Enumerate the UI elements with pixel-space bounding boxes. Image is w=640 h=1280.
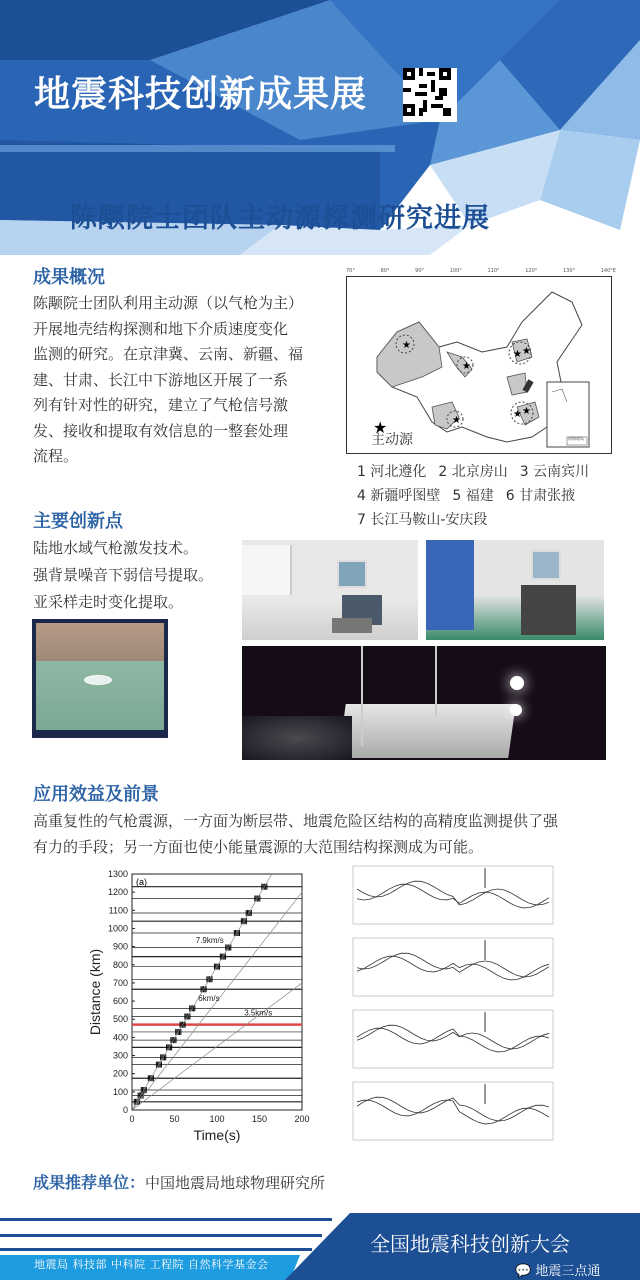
y-tick-label: 500: [112, 1014, 128, 1025]
y-tick-label: 900: [112, 941, 128, 952]
x-tick-label: 150: [251, 1114, 268, 1124]
source-star-icon: ★: [402, 340, 411, 351]
exhibition-title: 地震科技创新成果展: [34, 74, 368, 115]
innovation-item: 亚采样走时变化提取。: [33, 593, 184, 611]
y-tick-label: 1300: [107, 869, 128, 879]
application-line: 高重复性的气枪震源，一方面为断层带、地震危险区结构的高精度监测提供了强: [33, 812, 559, 830]
y-tick-label: 800: [112, 959, 128, 970]
velocity-label: 7.9km/s: [195, 935, 224, 945]
velocity-label: 6km/s: [198, 994, 220, 1004]
recommend-value: 中国地震局地球物理研究所: [145, 1174, 326, 1192]
lon-tick: 130°: [562, 268, 576, 274]
source-star-icon: ★: [513, 409, 522, 420]
application-text: [33, 808, 633, 860]
application-heading: 应用效益及前景: [33, 784, 159, 805]
y-tick-label: 300: [112, 1050, 128, 1061]
x-tick-label: 50: [169, 1114, 180, 1124]
poster-subtitle: 陈颙院士团队主动源探测研究进展: [70, 203, 490, 234]
lon-tick: 70°: [346, 268, 355, 274]
china-map: [346, 276, 612, 454]
site-4: 4 新疆呼图壁: [357, 488, 441, 504]
lon-tick: 90°: [415, 268, 425, 274]
lon-tick: 100°: [449, 268, 462, 274]
record-section-chart: [80, 862, 320, 1162]
site-6: 6 甘肃张掖: [505, 488, 576, 504]
overview-line: 发、接收和提取有效信息的一整套处理: [33, 421, 289, 440]
velocity-label: 3.5km/s: [244, 1008, 273, 1018]
water-airgun-photo: [32, 619, 168, 738]
conference-title: 全国地震科技创新大会: [370, 1232, 570, 1256]
plot-frame: [132, 874, 302, 1110]
lon-tick: 110°: [487, 268, 500, 274]
control-room-photo: [242, 540, 418, 640]
watermark-text: 地震三点通: [535, 1264, 601, 1279]
site-legend: [357, 460, 601, 532]
innovation-item: 强背景噪音下弱信号提取。: [33, 566, 214, 584]
overview-line: 流程。: [33, 447, 79, 465]
y-axis-label: Distance (km): [87, 948, 103, 1036]
source-star-icon: ★: [522, 406, 531, 417]
y-tick-label: 400: [112, 1032, 128, 1043]
night-barge-photo: [242, 646, 606, 760]
y-tick-label: 1100: [108, 905, 128, 916]
series-line: [357, 1100, 549, 1124]
y-tick-label: 700: [112, 977, 128, 988]
recommend-label: 成果推荐单位：: [33, 1173, 146, 1192]
y-tick-label: 200: [112, 1068, 128, 1079]
source-star-icon: ★: [462, 361, 471, 372]
airgun-equipment-photo: [426, 540, 604, 640]
site-2: 2 北京房山: [438, 464, 508, 480]
series-line: [357, 881, 549, 905]
overview-text: [33, 291, 333, 470]
inset-label: 南海诸岛: [568, 436, 584, 441]
overview-heading: 成果概况: [33, 267, 105, 288]
site-1: 1 河北遵化: [357, 464, 427, 480]
watermark: [515, 1260, 600, 1279]
application-line: 有力的手段；另一方面也使小能量震源的大范围结构探测成为可能。: [33, 838, 484, 856]
site-7: 7 长江马鞍山-安庆段: [357, 512, 488, 528]
legend-star-icon: ★: [373, 418, 388, 437]
x-tick-label: 0: [129, 1114, 135, 1124]
panel-frame: [353, 866, 553, 924]
source-star-icon: ★: [452, 415, 461, 426]
x-tick-label: 200: [294, 1114, 310, 1124]
panel-frame: [353, 1010, 553, 1068]
y-tick-label: 0: [122, 1105, 128, 1115]
map-legend-label: 主动源: [371, 432, 413, 448]
overview-line: 开展地壳结构探测和地下介质速度变化: [33, 319, 289, 338]
overview-line: 陈颙院士团队利用主动源（以气枪为主）: [33, 294, 304, 312]
travel-time-variation-plots: [335, 862, 565, 1152]
y-tick-label: 1200: [107, 887, 128, 898]
innovation-item: 陆地水域气枪激发技术。: [33, 539, 199, 557]
innovation-list: [33, 535, 213, 616]
site-5: 5 福建: [452, 488, 494, 504]
series-line: [357, 884, 549, 908]
panel-label: (a): [136, 877, 147, 887]
overview-line: 监测的研究。在京津冀、云南、新疆、福: [33, 345, 304, 363]
lon-tick: 140°E: [600, 268, 616, 274]
hero-banner: [0, 0, 640, 255]
lon-ticks: [346, 268, 616, 274]
y-tick-label: 1000: [107, 923, 128, 934]
wechat-icon: 💬: [515, 1264, 532, 1279]
x-tick-label: 100: [209, 1114, 225, 1124]
overview-line: 建、甘肃、长江中下游地区开展了一系: [33, 370, 289, 389]
recommending-unit: [33, 1170, 325, 1193]
y-tick-label: 600: [112, 996, 128, 1007]
organizers: 地震局 科技部 中科院 工程院 自然科学基金会: [34, 1258, 269, 1271]
qr-code-icon[interactable]: [403, 68, 457, 122]
lon-tick: 120°: [525, 268, 538, 274]
x-axis-label: Time(s): [193, 1127, 241, 1143]
lon-tick: 80°: [380, 268, 390, 274]
innovation-heading: 主要创新点: [33, 511, 123, 532]
site-3: 3 云南宾川: [519, 464, 590, 480]
series-line: [357, 1028, 549, 1052]
overview-line: 列有针对性的研究，建立了气枪信号激: [33, 396, 289, 414]
source-star-icon: ★: [522, 346, 531, 357]
y-tick-label: 100: [112, 1086, 128, 1097]
source-star-icon: ★: [513, 349, 522, 360]
